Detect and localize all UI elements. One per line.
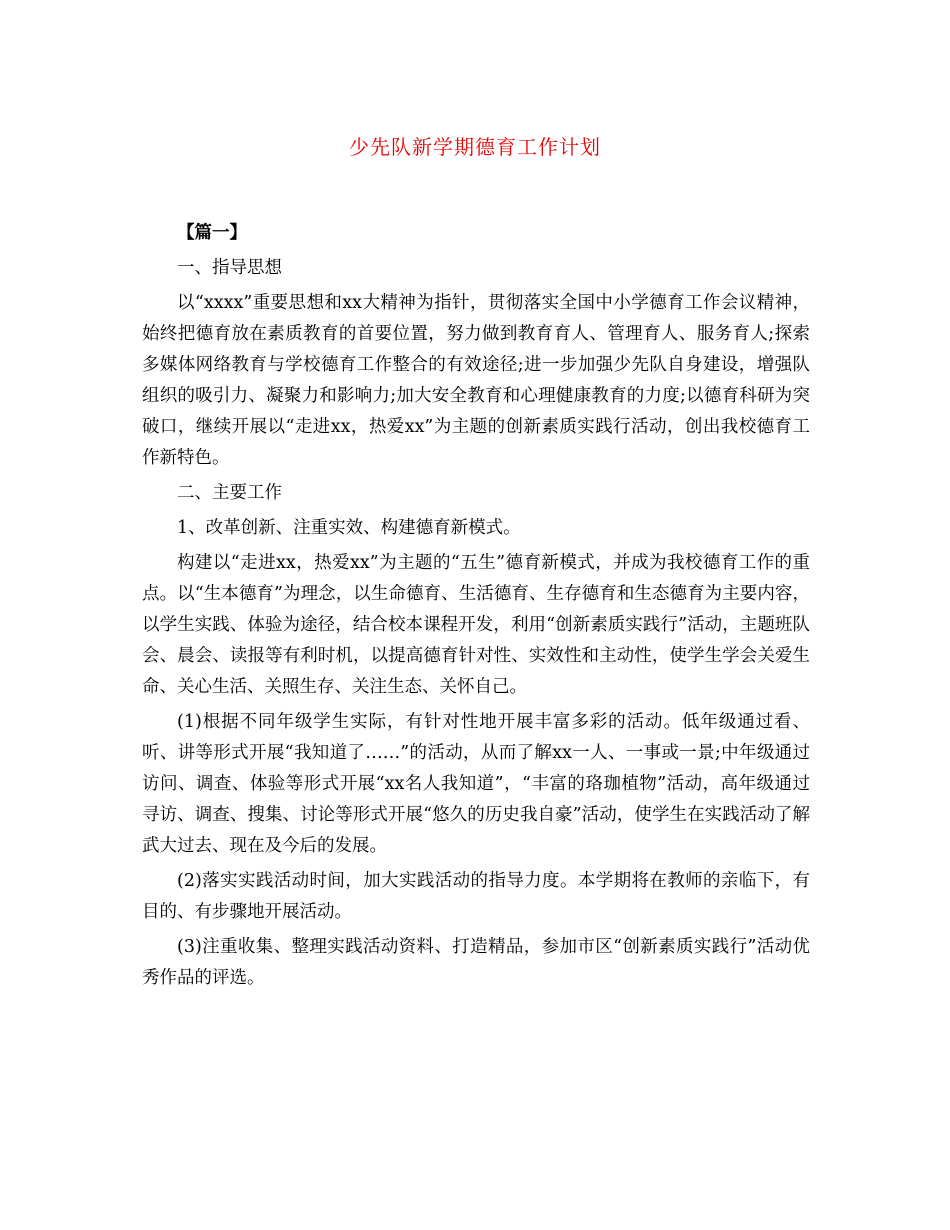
subheading-item-1: 1、改革创新、注重实效、构建德育新模式。 — [177, 518, 521, 538]
heading-main-work: 二、主要工作 — [177, 483, 282, 503]
paragraph-model: 构建以“走进xx，热爱xx”为主题的“五生”德育新模式，并成为我校德育工作的重点。以“生本德育”为理念，以生命德育、生活德育、生存德育和生态德育为主要内容，以学生实践、体验为途径，结合校本课程开发，利用“创新素质实践行”活动，主题班队会、晨会、读报等有利时机，以提高德育针对性、实效性和主动性，使学生学会关爱生命、关心生活、关照生存、关注生态、关怀自己。 — [142, 553, 810, 697]
paragraph-point-2: (2)落实实践活动时间，加大实践活动的指导力度。本学期将在教师的亲临下，有目的、有步骤地开展活动。 — [142, 871, 810, 922]
paragraph-point-3: (3)注重收集、整理实践活动资料、打造精品，参加市区“创新素质实践行”活动优秀作品的评选。 — [142, 937, 810, 988]
heading-guiding-ideology: 一、指导思想 — [177, 258, 282, 278]
section-marker: 【篇一】 — [177, 223, 247, 243]
document-body — [142, 218, 810, 998]
document-title: 少先队新学期德育工作计划 — [349, 135, 601, 159]
paragraph-point-1: (1)根据不同年级学生实际，有针对性地开展丰富多彩的活动。低年级通过看、听、讲等形式开展“我知道了……”的活动，从而了解xx一人、一事或一景;中年级通过访问、调查、体验等形式开展“xx名人我知道”，“丰富的珞珈植物”活动，高年级通过寻访、调查、搜集、讨论等形式开展“悠久的历史我自豪”活动，使学生在实践活动了解武大过去、现在及今后的发展。 — [142, 712, 810, 856]
paragraph-guiding-ideology: 以“xxxx”重要思想和xx大精神为指针，贯彻落实全国中小学德育工作会议精神，始终把德育放在素质教育的首要位置，努力做到教育育人、管理育人、服务育人;探索多媒体网络教育与学校德育工作整合的有效途径;进一步加强少先队自身建设，增强队组织的吸引力、凝聚力和影响力;加大安全教育和心理健康教育的力度;以德育科研为突破口，继续开展以“走进xx，热爱xx”为主题的创新素质实践行活动，创出我校德育工作新特色。 — [142, 293, 810, 468]
